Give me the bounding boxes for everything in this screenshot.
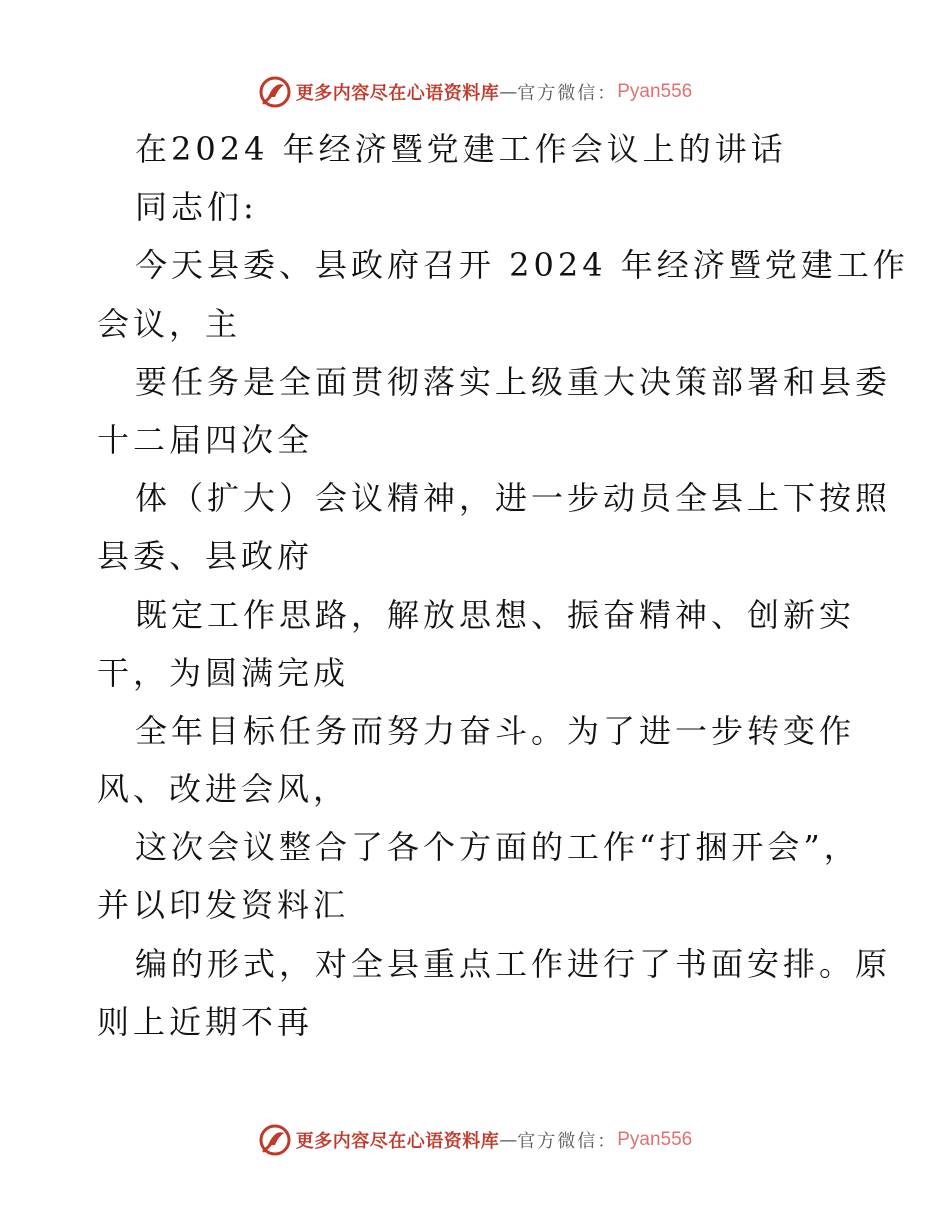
ink-logo-icon bbox=[258, 1123, 292, 1157]
salutation: 同志们: bbox=[135, 188, 258, 227]
watermark-label: 官方微信： bbox=[517, 1131, 618, 1152]
watermark-site-text: 更多内容尽在心语资料库 bbox=[295, 1131, 500, 1152]
paragraph-line: 今天县委、县政府召开 2024 年经济暨党建工作 bbox=[135, 246, 909, 285]
document-title: 在2024 年经济暨党建工作会议上的讲话 bbox=[135, 130, 787, 168]
watermark-dash: — bbox=[499, 81, 518, 103]
paragraph-line: 体（扩大）会议精神，进一步动员全县上下按照 bbox=[135, 479, 892, 518]
ink-logo-icon bbox=[258, 75, 292, 109]
paragraph-line: 要任务是全面贯彻落实上级重大决策部署和县委 bbox=[135, 362, 892, 401]
paragraph-line: 这次会议整合了各个方面的工作“打捆开会”， bbox=[135, 828, 860, 867]
watermark-wechat-id: Pyan556 bbox=[617, 1129, 693, 1150]
footer-watermark bbox=[0, 1120, 950, 1160]
paragraph-line: 则上近期不再 bbox=[97, 1002, 314, 1041]
paragraph-line: 风、改进会风， bbox=[97, 770, 350, 809]
document-body bbox=[97, 120, 909, 1051]
paragraph-line: 并以印发资料汇 bbox=[97, 886, 350, 925]
watermark-site-text: 更多内容尽在心语资料库 bbox=[295, 83, 500, 104]
header-watermark bbox=[0, 72, 950, 112]
watermark-wechat-id: Pyan556 bbox=[617, 81, 693, 102]
paragraph-line: 全年目标任务而努力奋斗。为了进一步转变作 bbox=[135, 711, 856, 750]
paragraph-line: 会议，主 bbox=[97, 304, 242, 343]
paragraph-line: 县委、县政府 bbox=[97, 537, 314, 576]
watermark-dash: — bbox=[499, 1129, 518, 1151]
paragraph-line: 十二届四次全 bbox=[97, 420, 314, 459]
paragraph-line: 干，为圆满完成 bbox=[97, 653, 350, 692]
paragraph-line: 编的形式，对全县重点工作进行了书面安排。原 bbox=[135, 944, 892, 983]
watermark-label: 官方微信： bbox=[517, 83, 618, 104]
paragraph-line: 既定工作思路，解放思想、振奋精神、创新实 bbox=[135, 595, 856, 634]
